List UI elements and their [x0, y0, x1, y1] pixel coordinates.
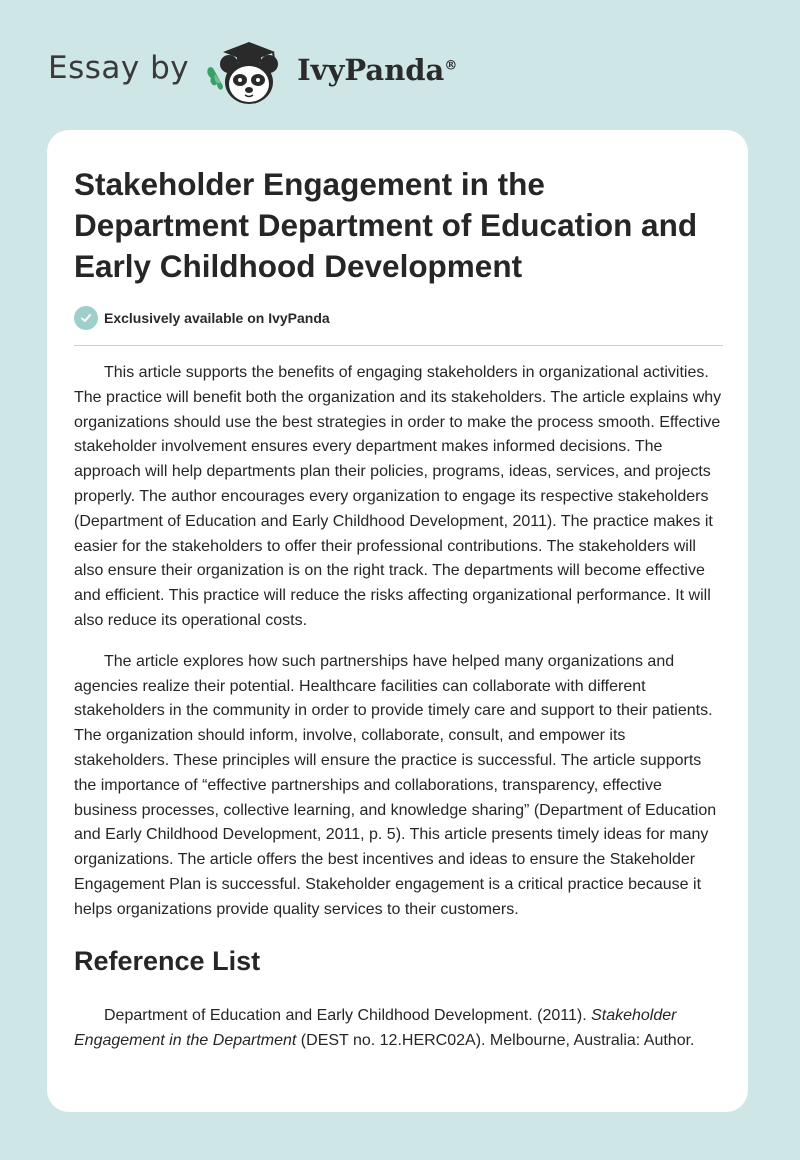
essay-card: [47, 130, 748, 1112]
essay-by-label: Essay by: [48, 50, 190, 86]
essay-body: [74, 361, 723, 939]
exclusive-badge: [74, 306, 330, 330]
reference-entry: Department of Education and Early Childhood Development. (2011). Stakeholder Engagement in the Department (DEST no. 12.HERC02A). Melbourne, Australia: Author.: [74, 1007, 695, 1049]
exclusive-label: Exclusively available on IvyPanda: [104, 310, 330, 326]
site-header: [48, 34, 457, 110]
registered-mark: ®: [444, 58, 458, 74]
paragraph-2: The article explores how such partnerships have helped many organizations and agencies realize their potential. Healthcare facilities can collaborate with different stakeholders in the community in order to provide timely care and support to their patients. The organization should inform, involve, collaborate, consult, and empower its stakeholders. These principles will ensure the practice is successful. The article supports the importance of “effective partnerships and collaborations, transparency, effective business processes, collective learning, and knowledge sharing” (Department of Education and Early Childhood Development, 2011, p. 5). This article presents timely ideas for many organizations. The article offers the best incentives and ideas to ensure the Stakeholder Engagement Plan is successful. Stakeholder engagement is a critical practice because it helps organizations provide quality services to their customers.: [74, 652, 717, 918]
panda-logo-icon: [203, 34, 289, 110]
brand-name: IvyPanda®: [297, 53, 458, 87]
reference-list-heading: Reference List: [74, 946, 261, 976]
check-icon: [74, 306, 98, 330]
paragraph-1: This article supports the benefits of engaging stakeholders in organizational activities. The practice will benefit both the organization and its stakeholders. The article explains why organizations should use the best strategies in order to make the process smooth. Effective stakeholder involvement ensures every department makes informed decisions. The approach will help departments plan their policies, programs, ideas, services, and projects properly. The author encourages every organization to engage its respective stakeholders (Department of Education and Early Childhood Development, 2011). The practice makes it easier for the stakeholders to offer their professional contributions. The stakeholders will also ensure their organization is on the right track. The departments will become effective and efficient. This practice will reduce the risks affecting organizational performance. It will also reduce its operational costs.: [74, 364, 722, 629]
essay-title: Stakeholder Engagement in the Department Department of Education and Early Childhood Development: [74, 166, 698, 284]
divider: [74, 345, 723, 346]
reference-title: Stakeholder Engagement in the Department: [74, 1007, 677, 1049]
